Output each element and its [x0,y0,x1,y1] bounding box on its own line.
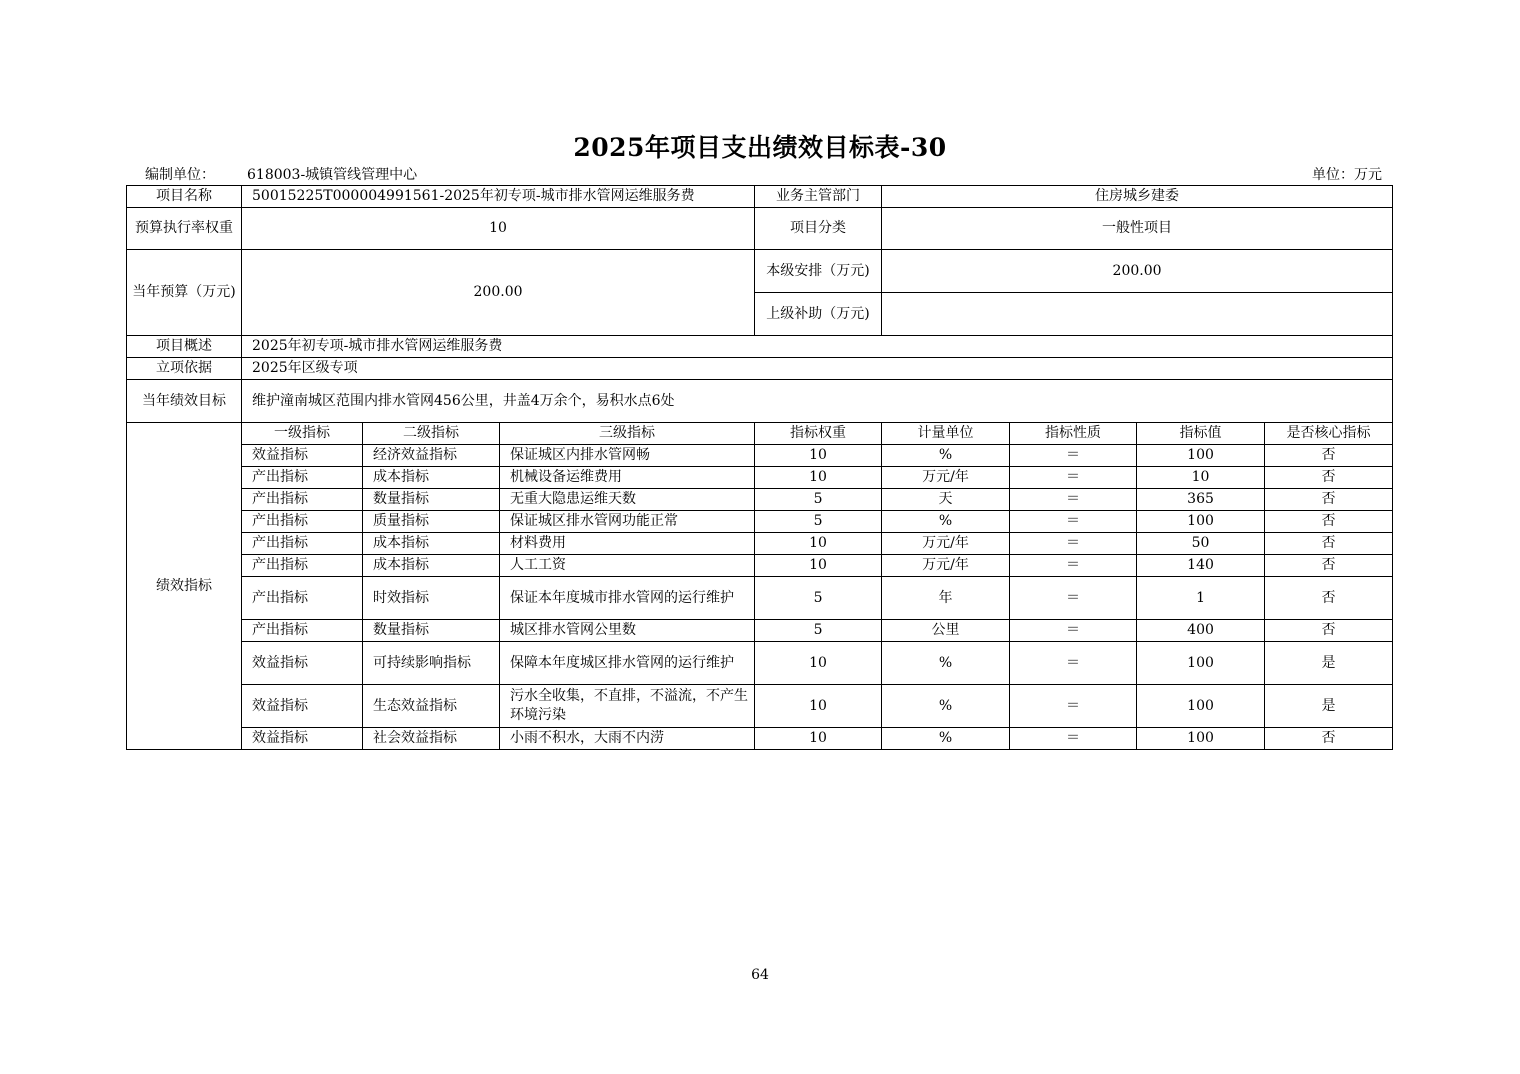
indicator-level1: 效益指标 [242,445,363,467]
indicator-core: 否 [1265,489,1393,511]
indicator-level1: 效益指标 [242,685,363,728]
indicator-level1: 产出指标 [242,489,363,511]
indicator-level2: 生态效益指标 [363,685,500,728]
indicator-nature: ＝ [1010,577,1137,620]
indicator-core: 否 [1265,555,1393,577]
indicator-value: 100 [1137,642,1265,685]
indicator-value: 100 [1137,685,1265,728]
indicator-core: 否 [1265,445,1393,467]
indicator-level1: 效益指标 [242,642,363,685]
indicator-level2: 数量指标 [363,620,500,642]
indicator-value: 100 [1137,445,1265,467]
upper-subsidy-label: 上级补助（万元) [755,293,882,336]
indicator-level1: 产出指标 [242,577,363,620]
annual-budget-row [127,250,1393,293]
budget-weight-row [127,208,1393,250]
indicator-nature: ＝ [1010,728,1137,750]
indicator-row [127,728,1393,750]
goal-label: 当年绩效目标 [127,380,242,423]
overview-row [127,336,1393,358]
indicator-core: 是 [1265,685,1393,728]
indicator-weight: 5 [755,577,882,620]
basis-label: 立项依据 [127,358,242,380]
indicator-core: 否 [1265,620,1393,642]
overview-label: 项目概述 [127,336,242,358]
indicator-weight: 10 [755,467,882,489]
indicator-level3: 材料费用 [500,533,755,555]
indicator-value: 1 [1137,577,1265,620]
header-core: 是否核心指标 [1265,423,1393,445]
header-unit: 计量单位 [882,423,1010,445]
header-weight: 指标权重 [755,423,882,445]
indicator-row [127,489,1393,511]
indicator-level2: 成本指标 [363,533,500,555]
indicator-nature: ＝ [1010,511,1137,533]
indicator-level2: 经济效益指标 [363,445,500,467]
local-allocation-value: 200.00 [882,250,1393,293]
project-name-value: 50015225T000004991561-2025年初专项-城市排水管网运维服务费 [242,186,755,208]
indicator-weight: 10 [755,642,882,685]
indicator-value: 140 [1137,555,1265,577]
indicator-unit: % [882,685,1010,728]
budget-weight-value: 10 [242,208,755,250]
indicator-weight: 5 [755,620,882,642]
indicator-level1: 产出指标 [242,555,363,577]
indicator-row [127,620,1393,642]
page-number: 64 [751,967,769,983]
compiling-unit-label: 编制单位： [145,167,215,183]
indicator-unit: 万元/年 [882,555,1010,577]
indicator-level3: 保障本年度城区排水管网的运行维护 [500,642,755,685]
indicator-level2: 成本指标 [363,555,500,577]
indicator-unit: % [882,728,1010,750]
basis-row [127,358,1393,380]
indicator-weight: 5 [755,511,882,533]
indicator-level3: 无重大隐患运维天数 [500,489,755,511]
indicator-nature: ＝ [1010,642,1137,685]
indicator-nature: ＝ [1010,533,1137,555]
indicator-unit: % [882,642,1010,685]
header-value: 指标值 [1137,423,1265,445]
indicator-level3: 保证城区内排水管网畅 [500,445,755,467]
basis-value: 2025年区级专项 [242,358,1393,380]
indicator-core: 否 [1265,728,1393,750]
indicator-level3: 污水全收集，不直排，不溢流，不产生环境污染 [500,685,755,728]
indicator-level1: 产出指标 [242,620,363,642]
indicator-header-row [127,423,1393,445]
indicator-row [127,445,1393,467]
goal-value: 维护潼南城区范围内排水管网456公里，井盖4万余个，易积水点6处 [242,380,1393,423]
overview-value: 2025年初专项-城市排水管网运维服务费 [242,336,1393,358]
indicator-weight: 10 [755,445,882,467]
indicator-weight: 5 [755,489,882,511]
header-nature: 指标性质 [1010,423,1137,445]
compiling-unit [145,164,417,184]
indicator-value: 100 [1137,728,1265,750]
indicator-level3: 城区排水管网公里数 [500,620,755,642]
indicator-nature: ＝ [1010,445,1137,467]
indicator-row [127,555,1393,577]
department-value: 住房城乡建委 [882,186,1393,208]
indicator-level2: 可持续影响指标 [363,642,500,685]
indicator-value: 400 [1137,620,1265,642]
indicator-weight: 10 [755,555,882,577]
annual-budget-label: 当年预算（万元) [127,250,242,336]
indicator-weight: 10 [755,728,882,750]
indicator-unit: 万元/年 [882,533,1010,555]
indicator-level3: 人工工资 [500,555,755,577]
indicator-weight: 10 [755,533,882,555]
indicator-value: 10 [1137,467,1265,489]
indicator-row [127,467,1393,489]
indicator-level2: 社会效益指标 [363,728,500,750]
indicator-level3: 机械设备运维费用 [500,467,755,489]
indicator-unit: % [882,511,1010,533]
indicator-nature: ＝ [1010,555,1137,577]
indicator-level3: 保证本年度城市排水管网的运行维护 [500,577,755,620]
indicators-label: 绩效指标 [127,423,242,750]
indicator-nature: ＝ [1010,685,1137,728]
indicator-core: 否 [1265,577,1393,620]
project-name-row [127,186,1393,208]
indicator-level2: 质量指标 [363,511,500,533]
performance-target-table [126,185,1393,750]
indicator-nature: ＝ [1010,489,1137,511]
header-level3: 三级指标 [500,423,755,445]
indicator-row [127,577,1393,620]
indicator-row [127,642,1393,685]
category-value: 一般性项目 [882,208,1393,250]
annual-budget-value: 200.00 [242,250,755,336]
indicator-nature: ＝ [1010,620,1137,642]
indicator-level1: 产出指标 [242,511,363,533]
category-label: 项目分类 [755,208,882,250]
indicator-core: 否 [1265,533,1393,555]
indicator-level3: 保证城区排水管网功能正常 [500,511,755,533]
upper-subsidy-value [882,293,1393,336]
indicator-core: 否 [1265,511,1393,533]
indicator-level1: 效益指标 [242,728,363,750]
page-title: 2025年项目支出绩效目标表-30 [573,133,947,162]
indicator-value: 50 [1137,533,1265,555]
project-name-label: 项目名称 [127,186,242,208]
indicator-row [127,511,1393,533]
indicator-row [127,685,1393,728]
indicator-row [127,533,1393,555]
indicator-unit: 万元/年 [882,467,1010,489]
indicator-level3: 小雨不积水，大雨不内涝 [500,728,755,750]
compiling-unit-name: 618003-城镇管线管理中心 [247,167,418,183]
budget-weight-label: 预算执行率权重 [127,208,242,250]
local-allocation-label: 本级安排（万元) [755,250,882,293]
department-label: 业务主管部门 [755,186,882,208]
indicator-core: 否 [1265,467,1393,489]
indicator-level2: 成本指标 [363,467,500,489]
indicator-unit: 公里 [882,620,1010,642]
indicator-core: 是 [1265,642,1393,685]
currency-unit: 单位：万元 [1312,167,1382,183]
indicator-value: 100 [1137,511,1265,533]
header-level1: 一级指标 [242,423,363,445]
indicator-level1: 产出指标 [242,533,363,555]
goal-row [127,380,1393,423]
indicator-level2: 数量指标 [363,489,500,511]
indicator-level1: 产出指标 [242,467,363,489]
indicator-unit: 年 [882,577,1010,620]
indicator-unit: % [882,445,1010,467]
indicator-weight: 10 [755,685,882,728]
indicator-value: 365 [1137,489,1265,511]
indicator-nature: ＝ [1010,467,1137,489]
indicator-unit: 天 [882,489,1010,511]
indicator-level2: 时效指标 [363,577,500,620]
header-level2: 二级指标 [363,423,500,445]
